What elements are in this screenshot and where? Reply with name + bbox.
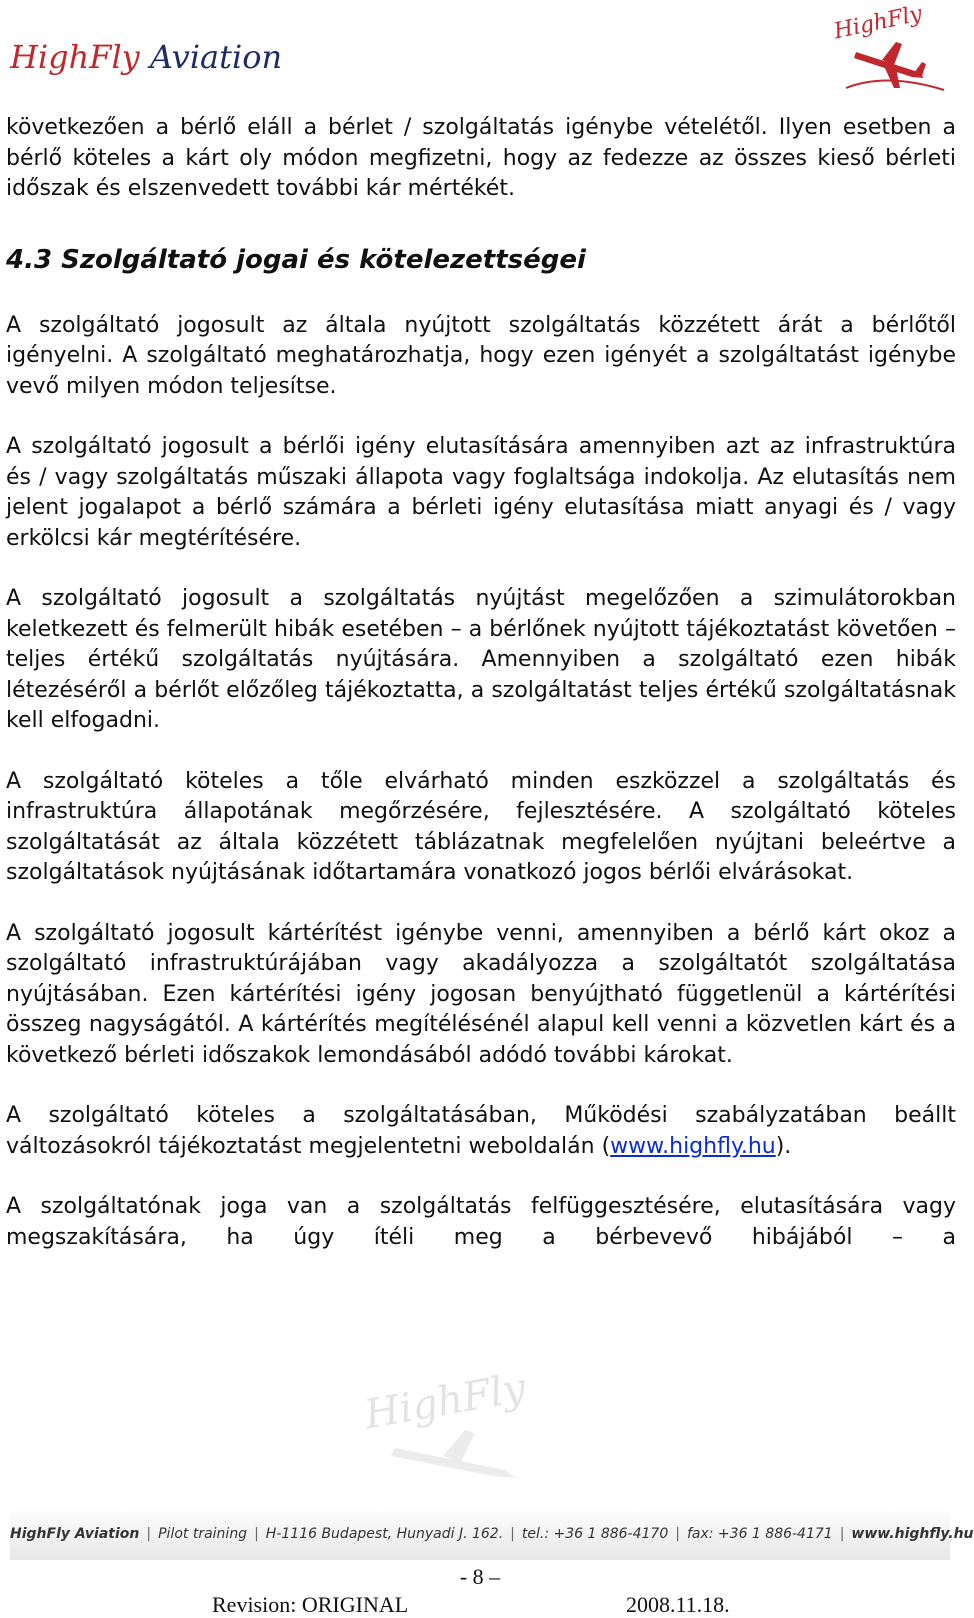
footer-fax: fax: +36 1 886-4171	[686, 1526, 833, 1542]
highfly-aviation-logo	[10, 38, 282, 76]
section-heading: 4.3 Szolgáltató jogai és kötelezettségei	[6, 244, 586, 275]
paragraph-3: A szolgáltató jogosult a szolgáltatás nyújtást megelőzően a szimulátorokban keletkezett és felmerült hibák esetében – a bérlőnek nyújtott tájékoztatást követően – teljes értékű szolgáltatás nyújtására. Amennyiben a szolgáltató ezen hibák létezéséről a bérlőt előzőleg tájékoztatta, a szolgáltatást teljes értékű szolgáltatásnak kell elfogadni.	[6, 586, 956, 733]
svg-text:HighFly: HighFly	[831, 1, 925, 45]
page-number: - 8 –	[459, 1564, 501, 1589]
document-body	[6, 113, 956, 1283]
footer-tel: tel.: +36 1 886-4170	[521, 1526, 669, 1542]
footer-company: HighFly Aviation	[10, 1526, 140, 1542]
revision-date: 2008.11.18.	[626, 1592, 730, 1617]
paragraph-2: A szolgáltató jogosult a bérlői igény elutasítására amennyiben azt az infrastruktúra és / vagy szolgáltatás műszaki állapota vagy foglaltsága indokolja. Az elutasítás nem jelent jogalapot a bérlő számára a bérleti igény elutasítása miatt anyagi és / vagy erkölcsi kár megtérítésére.	[6, 434, 956, 551]
revision-label: Revision: ORIGINAL	[212, 1592, 409, 1617]
page-header	[0, 0, 960, 110]
logo-highfly-text: HighFly	[10, 38, 140, 76]
paragraph-6	[6, 1101, 956, 1162]
paragraph-6-end: ).	[775, 1133, 792, 1159]
footer-tagline: Pilot training	[158, 1526, 248, 1542]
footer-address: H-1116 Budapest, Hunyadi J. 162.	[265, 1526, 504, 1542]
footer-contact-line: HighFly Aviation | Pilot training | H-1116 Budapest, Hunyadi J. 162. | tel.: +36 1 886-4170 | fax: +36 1 886-4171 | www.highfly.hu	[10, 1526, 974, 1542]
paragraph-6-text: A szolgáltató köteles a szolgáltatásában, Működési szabályzatában beállt változásokról tájékoztatást megjelentetni weboldalán (	[6, 1103, 956, 1159]
paragraph-5: A szolgáltató jogosult kártérítést igénybe venni, amennyiben a bérlő kárt okoz a szolgáltató infrastruktúrájában vagy akadályozza a szolgáltatót szolgáltatása nyújtásában. Ezen kártérítési igény jogosan benyújtható függetlenül a kártérítési összeg nagyságától. A kártérítés megítélésénél alapul kell venni a közvetlen kárt és a következő bérleti időszakok lemondásából adódó további károkat.	[6, 920, 956, 1068]
paragraph-1: A szolgáltató jogosult az általa nyújtott szolgáltatás közzétett árát a bérlőtől igényelni. A szolgáltató meghatározhatja, hogy ezen igényét a szolgáltatást igénybe vevő milyen módon teljesítse.	[6, 312, 956, 399]
watermark-text: HighFly	[361, 1364, 529, 1439]
website-link[interactable]: www.highfly.hu	[610, 1133, 776, 1159]
highfly-airplane-logo	[826, 2, 946, 98]
highfly-watermark-logo	[355, 1364, 555, 1490]
footer-website: www.highfly.hu	[851, 1526, 974, 1542]
paragraph-7: A szolgáltatónak joga van a szolgáltatás felfüggesztésére, elutasítására vagy megszakítására, ha úgy ítéli meg a bérbevevő hibájából – a	[6, 1194, 956, 1250]
logo-aviation-text: Aviation	[149, 38, 283, 76]
paragraph-4: A szolgáltató köteles a tőle elvárható minden eszközzel a szolgáltatás és infrastruktúra állapotának megőrzésére, fejlesztésére. A szolgáltató köteles szolgáltatását az általa közzétett táblázatnak megfelelően nyújtani beleértve a szolgáltatások nyújtásának időtartamára vonatkozó jogos bérlői elvárásokat.	[6, 768, 956, 885]
paragraph-intro: következően a bérlő eláll a bérlet / szolgáltatás igénybe vételétől. Ilyen esetben a bérlő köteles a kárt oly módon megfizetni, hogy az fedezze az összes kieső bérleti időszak és elszenvedett további kár mértékét.	[6, 115, 956, 201]
